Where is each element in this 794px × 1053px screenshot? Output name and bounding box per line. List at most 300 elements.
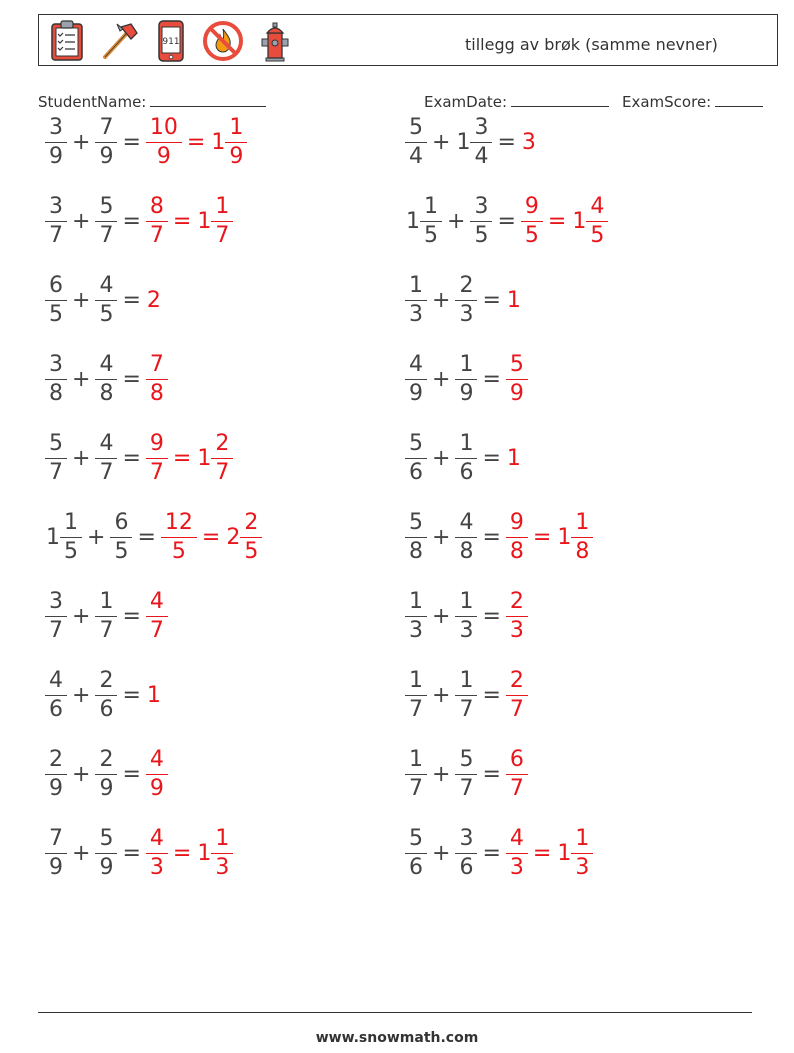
denominator: 6 (405, 853, 427, 879)
numerator: 5 (459, 746, 474, 772)
whole-number: 3 (521, 129, 536, 155)
numerator: 5 (409, 430, 423, 456)
whole-number: 1 (456, 129, 471, 155)
answer-equals-sign: = (201, 524, 221, 550)
denominator: 7 (405, 695, 427, 721)
numerator: 9 (509, 509, 524, 535)
numerator: 5 (99, 825, 114, 851)
numerator: 1 (409, 588, 423, 614)
denominator: 5 (95, 300, 117, 326)
plus-sign: + (72, 603, 91, 629)
numerator: 5 (409, 509, 423, 535)
numerator: 12 (164, 509, 193, 535)
answer (507, 509, 527, 564)
equals-sign: = (482, 287, 501, 313)
fraction (62, 509, 80, 564)
numerator: 1 (459, 667, 474, 693)
fraction (47, 114, 65, 169)
numerator: 7 (149, 351, 164, 377)
equals-sign: = (482, 761, 501, 787)
numerator: 9 (524, 193, 539, 219)
numerator: 4 (459, 509, 474, 535)
student-name-label: StudentName: (38, 93, 147, 111)
fraction (97, 351, 115, 406)
problem-row (406, 191, 607, 251)
numerator: 1 (459, 588, 474, 614)
plus-sign: + (432, 287, 451, 313)
fraction (97, 193, 115, 248)
denominator: 7 (146, 458, 168, 484)
answer (147, 588, 167, 643)
fraction (97, 272, 115, 327)
denominator: 9 (95, 853, 117, 879)
numerator: 2 (99, 667, 114, 693)
answer-mixed-number (181, 114, 246, 169)
whole-number: 1 (197, 445, 212, 471)
plus-sign: + (432, 129, 451, 155)
denominator: 7 (146, 616, 168, 642)
denominator: 9 (45, 142, 67, 168)
denominator: 9 (146, 774, 168, 800)
denominator: 6 (95, 695, 117, 721)
numerator: 6 (49, 272, 63, 298)
plus-sign: + (72, 129, 91, 155)
answer (522, 130, 537, 155)
fraction (97, 667, 115, 722)
fraction (148, 825, 166, 880)
denominator: 3 (405, 300, 427, 326)
problem-row (406, 270, 522, 330)
whole-number: 1 (557, 524, 572, 550)
fraction (407, 272, 425, 327)
denominator: 7 (455, 774, 477, 800)
plus-sign: + (447, 208, 466, 234)
numerator: 3 (49, 588, 63, 614)
fraction (97, 114, 115, 169)
plus-sign: + (432, 603, 451, 629)
no-fire-icon (201, 19, 245, 63)
denominator: 7 (211, 221, 233, 247)
answer-equals-sign: = (186, 129, 206, 155)
student-name-field (38, 92, 266, 111)
numerator: 2 (49, 746, 63, 772)
equals-sign: = (482, 603, 501, 629)
problem-row (46, 744, 167, 804)
exam-score-label: ExamScore: (622, 93, 712, 111)
worksheet-title: tillegg av brøk (samme nevner) (465, 35, 718, 54)
numerator: 1 (215, 825, 230, 851)
denominator: 3 (455, 300, 477, 326)
plus-sign: + (72, 366, 91, 392)
denominator: 5 (470, 221, 492, 247)
numerator: 4 (509, 825, 524, 851)
exam-date-label: ExamDate: (424, 93, 508, 111)
denominator: 8 (455, 537, 477, 563)
fraction (148, 193, 166, 248)
whole-number: 1 (406, 208, 420, 234)
equals-sign: = (122, 287, 141, 313)
fraction (457, 588, 475, 643)
numerator: 4 (49, 667, 63, 693)
denominator: 4 (470, 142, 492, 168)
denominator: 5 (240, 537, 262, 563)
denominator: 6 (455, 853, 477, 879)
numerator: 3 (49, 193, 63, 219)
whole-number: 1 (572, 208, 587, 234)
plus-sign: + (72, 287, 91, 313)
numerator: 1 (229, 114, 244, 140)
answer (147, 114, 181, 169)
answer-mixed-number (527, 825, 592, 880)
numerator: 2 (215, 430, 230, 456)
exam-score-blank (715, 92, 763, 107)
numerator: 5 (509, 351, 524, 377)
fraction (148, 588, 166, 643)
fraction (47, 193, 65, 248)
denominator: 9 (45, 774, 67, 800)
denominator: 5 (60, 537, 82, 563)
plus-sign: + (432, 366, 451, 392)
whole-number: 2 (146, 287, 161, 313)
denominator: 5 (521, 221, 543, 247)
denominator: 7 (211, 458, 233, 484)
numerator: 8 (149, 193, 164, 219)
denominator: 5 (110, 537, 132, 563)
equals-sign: = (122, 445, 141, 471)
denominator: 5 (161, 537, 197, 563)
whole-number: 1 (197, 840, 212, 866)
answer (147, 193, 167, 248)
fraction (213, 825, 231, 880)
footer-divider (38, 1012, 752, 1013)
icon-strip (45, 19, 297, 63)
equals-sign: = (482, 445, 501, 471)
fraction (508, 746, 526, 801)
fraction (407, 509, 425, 564)
answer (507, 446, 522, 471)
answer (507, 588, 527, 643)
student-name-blank (150, 92, 266, 107)
denominator: 4 (405, 142, 427, 168)
denominator: 7 (455, 695, 477, 721)
fraction (523, 193, 541, 248)
equals-sign: = (122, 761, 141, 787)
problem-row (46, 270, 162, 330)
plus-sign: + (72, 445, 91, 471)
answer (507, 351, 527, 406)
answer (507, 288, 522, 313)
fraction (47, 588, 65, 643)
denominator: 5 (420, 221, 442, 247)
equals-sign: = (122, 129, 141, 155)
equals-sign: = (497, 208, 516, 234)
denominator: 8 (45, 379, 67, 405)
numerator: 1 (459, 351, 474, 377)
fraction (407, 430, 425, 485)
answer-mixed-number (167, 430, 232, 485)
problem-row (46, 191, 232, 251)
emergency-911-phone-icon (149, 19, 193, 63)
denominator: 3 (506, 853, 528, 879)
equals-sign: = (482, 682, 501, 708)
fraction (407, 351, 425, 406)
plus-sign: + (432, 840, 451, 866)
answer-mixed-number (167, 193, 232, 248)
whole-number: 1 (506, 287, 521, 313)
equals-sign: = (497, 129, 516, 155)
plus-sign: + (72, 761, 91, 787)
numerator: 4 (149, 588, 164, 614)
fraction (472, 193, 490, 248)
numerator: 2 (509, 588, 524, 614)
denominator: 3 (571, 853, 593, 879)
fraction (457, 746, 475, 801)
answer-mixed-number (542, 193, 607, 248)
exam-date-blank (511, 92, 609, 107)
whole-number: 1 (211, 129, 226, 155)
numerator: 7 (99, 114, 114, 140)
numerator: 6 (509, 746, 524, 772)
denominator: 7 (95, 458, 117, 484)
problem-row (406, 823, 592, 883)
numerator: 10 (149, 114, 178, 140)
fraction (47, 272, 65, 327)
denominator: 3 (455, 616, 477, 642)
denominator: 5 (45, 300, 67, 326)
denominator: 9 (45, 853, 67, 879)
denominator: 7 (45, 458, 67, 484)
fraction (508, 825, 526, 880)
answer (147, 288, 162, 313)
answer-equals-sign: = (532, 840, 552, 866)
footer-website: www.snowmath.com (315, 1030, 479, 1046)
fraction (573, 509, 591, 564)
fraction (407, 825, 425, 880)
denominator: 6 (405, 458, 427, 484)
denominator: 9 (225, 142, 247, 168)
fraction (407, 746, 425, 801)
denominator: 6 (45, 695, 67, 721)
numerator: 4 (99, 351, 114, 377)
denominator: 7 (45, 221, 67, 247)
answer-equals-sign: = (172, 445, 192, 471)
fraction (97, 825, 115, 880)
fraction (47, 667, 65, 722)
fraction (227, 114, 245, 169)
problem-row (406, 744, 527, 804)
numerator: 3 (49, 351, 63, 377)
equals-sign: = (122, 208, 141, 234)
whole-number: 1 (146, 682, 161, 708)
whole-number: 1 (557, 840, 572, 866)
answer (147, 430, 167, 485)
fire-hydrant-icon (253, 19, 297, 63)
numerator: 5 (99, 193, 114, 219)
fraction (242, 509, 260, 564)
numerator: 4 (149, 825, 164, 851)
fraction (508, 588, 526, 643)
answer-mixed-number (196, 509, 261, 564)
denominator: 9 (95, 142, 117, 168)
problem-row (46, 112, 246, 172)
numerator: 3 (474, 114, 489, 140)
denominator: 8 (571, 537, 593, 563)
fraction (457, 430, 475, 485)
numerator: 2 (509, 667, 524, 693)
denominator: 3 (405, 616, 427, 642)
equals-sign: = (482, 366, 501, 392)
fraction (97, 430, 115, 485)
plus-sign: + (87, 524, 106, 550)
problem-row (406, 112, 537, 172)
denominator: 8 (146, 379, 168, 405)
numerator: 1 (215, 193, 230, 219)
denominator: 7 (506, 695, 528, 721)
denominator: 9 (455, 379, 477, 405)
denominator: 9 (95, 774, 117, 800)
fraction (112, 509, 130, 564)
fraction (97, 746, 115, 801)
denominator: 7 (146, 221, 168, 247)
answer (147, 351, 167, 406)
denominator: 8 (405, 537, 427, 563)
denominator: 7 (45, 616, 67, 642)
fraction (508, 509, 526, 564)
problem-row (406, 349, 527, 409)
numerator: 4 (590, 193, 605, 219)
fraction (508, 351, 526, 406)
plus-sign: + (432, 682, 451, 708)
plus-sign: + (72, 682, 91, 708)
answer (507, 746, 527, 801)
numerator: 2 (99, 746, 114, 772)
problem-row (406, 586, 527, 646)
clipboard-checklist-icon (45, 19, 89, 63)
numerator: 2 (244, 509, 259, 535)
numerator: 5 (409, 825, 423, 851)
equals-sign: = (122, 366, 141, 392)
fire-axe-icon (97, 19, 141, 63)
fraction (457, 351, 475, 406)
fraction (148, 430, 166, 485)
denominator: 7 (506, 774, 528, 800)
numerator: 9 (149, 430, 164, 456)
problem-row (46, 823, 232, 883)
numerator: 2 (459, 272, 474, 298)
whole-number: 2 (226, 524, 241, 550)
numerator: 3 (459, 825, 474, 851)
problem-row (46, 586, 167, 646)
fraction (47, 351, 65, 406)
fraction (407, 667, 425, 722)
denominator: 8 (95, 379, 117, 405)
denominator: 6 (455, 458, 477, 484)
numerator: 1 (409, 746, 423, 772)
fraction (472, 114, 490, 169)
fraction (573, 825, 591, 880)
answer-equals-sign: = (172, 840, 192, 866)
fraction (213, 193, 231, 248)
fraction (588, 193, 606, 248)
plus-sign: + (432, 524, 451, 550)
answer (147, 825, 167, 880)
problem-row (406, 665, 527, 725)
numerator: 1 (409, 667, 423, 693)
numerator: 6 (114, 509, 129, 535)
fraction (163, 509, 195, 564)
fraction (457, 272, 475, 327)
fraction (407, 114, 425, 169)
denominator: 3 (146, 853, 168, 879)
answer-equals-sign: = (547, 208, 567, 234)
problem-row (46, 507, 261, 567)
numerator: 3 (49, 114, 63, 140)
answer-mixed-number (527, 509, 592, 564)
fraction (457, 667, 475, 722)
plus-sign: + (432, 445, 451, 471)
denominator: 8 (506, 537, 528, 563)
denominator: 3 (506, 616, 528, 642)
fraction (148, 746, 166, 801)
whole-number: 1 (197, 208, 212, 234)
denominator: 7 (95, 616, 117, 642)
denominator: 3 (211, 853, 233, 879)
exam-date-field (424, 92, 609, 111)
fraction (47, 825, 65, 880)
problem-row (46, 349, 167, 409)
exam-score-field (622, 92, 763, 111)
numerator: 4 (99, 430, 114, 456)
numerator: 1 (64, 509, 78, 535)
answer (162, 509, 196, 564)
numerator: 1 (459, 430, 474, 456)
plus-sign: + (432, 761, 451, 787)
equals-sign: = (122, 682, 141, 708)
numerator: 7 (49, 825, 63, 851)
fraction (457, 825, 475, 880)
svg-text:911: 911 (162, 37, 180, 47)
fraction (47, 746, 65, 801)
answer (147, 683, 162, 708)
fraction (148, 351, 166, 406)
answer (147, 746, 167, 801)
equals-sign: = (122, 840, 141, 866)
numerator: 4 (149, 746, 164, 772)
denominator: 9 (405, 379, 427, 405)
fraction (407, 588, 425, 643)
answer-mixed-number (167, 825, 232, 880)
equals-sign: = (137, 524, 156, 550)
denominator: 9 (506, 379, 528, 405)
fraction (97, 588, 115, 643)
answer (522, 193, 542, 248)
plus-sign: + (72, 840, 91, 866)
fraction (422, 193, 440, 248)
denominator: 9 (146, 142, 182, 168)
numerator: 4 (99, 272, 114, 298)
numerator: 5 (409, 114, 423, 140)
problem-row (406, 428, 522, 488)
numerator: 1 (99, 588, 114, 614)
equals-sign: = (122, 603, 141, 629)
numerator: 3 (474, 193, 489, 219)
equals-sign: = (482, 524, 501, 550)
denominator: 7 (405, 774, 427, 800)
fraction (213, 430, 231, 485)
numerator: 5 (49, 430, 63, 456)
whole-number: 1 (46, 524, 60, 550)
numerator: 1 (575, 509, 590, 535)
